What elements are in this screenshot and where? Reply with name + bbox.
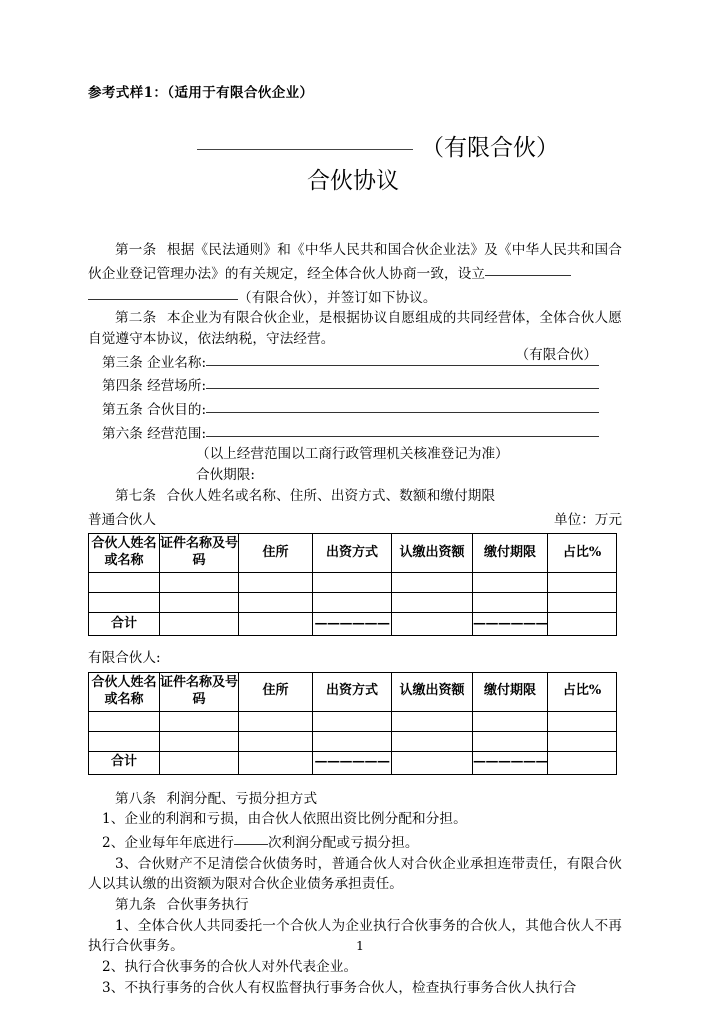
page-number: 1 <box>356 938 364 953</box>
cell[interactable] <box>89 592 160 612</box>
article-8-item-1: 1、企业的利润和亏损，由合伙人依照出资比例分配和分担。 <box>102 811 467 828</box>
total-cell[interactable] <box>160 612 239 635</box>
table-row[interactable] <box>89 711 617 731</box>
col-contribution-method: 出资方式 <box>313 672 392 711</box>
table-total-row <box>89 612 617 635</box>
limited-partners-table <box>88 672 617 775</box>
article-6-label: 第六条 <box>102 425 143 442</box>
cell[interactable] <box>89 731 160 751</box>
title-block <box>88 133 622 199</box>
cell[interactable] <box>239 572 313 592</box>
cell[interactable] <box>313 572 392 592</box>
article-8 <box>88 789 622 810</box>
article-4-field-label: 经营场所: <box>147 378 207 395</box>
article-6-field-label: 经营范围: <box>147 425 207 442</box>
col-partner-name: 合伙人姓名或名称 <box>89 672 160 711</box>
general-partners-table <box>88 533 617 636</box>
col-residence: 住所 <box>239 533 313 572</box>
cell[interactable] <box>392 711 473 731</box>
article-6-row <box>88 421 622 445</box>
profit-distribution-count-blank[interactable] <box>234 830 268 845</box>
cell[interactable] <box>473 572 548 592</box>
col-contribution-method: 出资方式 <box>313 533 392 572</box>
title-line-company <box>88 133 622 164</box>
cell[interactable] <box>473 592 548 612</box>
article-5-field-label: 合伙目的: <box>147 402 207 419</box>
total-cell[interactable] <box>548 751 617 774</box>
col-payment-term: 缴付期限 <box>473 672 548 711</box>
table-row[interactable] <box>89 731 617 751</box>
cell[interactable] <box>239 731 313 751</box>
business-scope-input[interactable] <box>206 421 599 437</box>
partnership-term-label: 合伙期限: <box>196 467 255 483</box>
article-8-item-2 <box>88 830 622 854</box>
table-total-row <box>89 751 617 774</box>
company-name-input[interactable] <box>206 347 599 366</box>
cell[interactable] <box>392 572 473 592</box>
article-5-label: 第五条 <box>102 402 143 419</box>
total-cell[interactable] <box>239 612 313 635</box>
col-id-doc: 证件名称及号码 <box>160 672 239 711</box>
total-cell[interactable] <box>548 612 617 635</box>
article-5-row <box>88 397 622 421</box>
cell[interactable] <box>239 711 313 731</box>
article-4-label: 第四条 <box>102 378 143 395</box>
total-label: 合计 <box>89 612 160 635</box>
article-9-item-3: 3、不执行事务的合伙人有权监督执行事务合伙人，检查执行事务合伙人执行合 <box>102 979 577 996</box>
cell[interactable] <box>548 711 617 731</box>
total-cell[interactable] <box>239 751 313 774</box>
document-content <box>88 84 622 998</box>
cell[interactable] <box>160 711 239 731</box>
cell[interactable] <box>313 711 392 731</box>
total-cell[interactable] <box>160 751 239 774</box>
business-address-input[interactable] <box>206 373 599 389</box>
article-1-text: 根据《民法通则》和《中华人民共和国合伙企业法》及《中华人民共和国合伙企业登记管理办法》的有关规定，经全体合伙人协商一致，设立 <box>88 242 622 283</box>
col-payment-term: 缴付期限 <box>473 533 548 572</box>
title-main: 合伙协议 <box>307 167 399 194</box>
col-percentage: 占比% <box>548 672 617 711</box>
cell[interactable] <box>239 592 313 612</box>
company-name-blank[interactable] <box>197 149 413 150</box>
article-1-blank-2[interactable] <box>88 285 238 300</box>
general-partners-caption: 普通合伙人 <box>88 512 156 529</box>
col-id-doc: 证件名称及号码 <box>160 533 239 572</box>
business-scope-note: （以上经营范围以工商行政管理机关核准登记为准） <box>196 446 509 463</box>
table-header-row <box>89 672 617 711</box>
article-7-text: 合伙人姓名或名称、住所、出资方式、数额和缴付期限 <box>166 487 496 504</box>
table-header-row <box>89 533 617 572</box>
article-8-item-3: 3、合伙财产不足清偿合伙债务时，普通合伙人对合伙企业承担连带责任，有限合伙人以其认缴的出资额为限对合伙企业债务承担责任。 <box>88 855 622 893</box>
partnership-purpose-input[interactable] <box>206 397 599 413</box>
cell[interactable] <box>313 731 392 751</box>
cell[interactable] <box>160 731 239 751</box>
article-8-item-2-b: 次利润分配或亏损分担。 <box>268 834 419 851</box>
table-row[interactable] <box>89 572 617 592</box>
cell[interactable] <box>473 711 548 731</box>
col-subscribed-amount: 认缴出资额 <box>392 672 473 711</box>
title-suffix: （有限合伙） <box>421 134 559 161</box>
total-cell-dash: —————— <box>313 751 392 774</box>
col-partner-name: 合伙人姓名或名称 <box>89 533 160 572</box>
article-2-label: 第二条 <box>115 310 157 327</box>
article-3-field-label: 企业名称: <box>147 354 207 371</box>
cell[interactable] <box>313 592 392 612</box>
article-2-text: 本企业为有限合伙企业，是根据协议自愿组成的共同经营体，全体合伙人愿自觉遵守本协议，依法纳税，守法经营。 <box>88 310 622 348</box>
general-partners-caption-row <box>88 510 622 531</box>
article-1-continued <box>88 285 622 309</box>
table-row[interactable] <box>89 592 617 612</box>
article-4-row <box>88 373 622 397</box>
col-subscribed-amount: 认缴出资额 <box>392 533 473 572</box>
total-label: 合计 <box>89 751 160 774</box>
article-7 <box>88 486 622 507</box>
article-9-text: 合伙事务执行 <box>166 896 249 913</box>
article-7-label: 第七条 <box>115 487 157 504</box>
total-cell[interactable] <box>392 751 473 774</box>
cell[interactable] <box>548 731 617 751</box>
article-8-label: 第八条 <box>115 790 157 807</box>
cell[interactable] <box>392 731 473 751</box>
total-cell[interactable] <box>392 612 473 635</box>
article-3-label: 第三条 <box>102 354 143 371</box>
currency-unit-label: 单位：万元 <box>554 512 622 529</box>
cell[interactable] <box>548 572 617 592</box>
article-9-item-1: 1、全体合伙人共同委托一个合伙人为企业执行合伙事务的合伙人，其他合伙人不再执行合伙事务。 <box>88 917 622 955</box>
reference-style-header: 参考式样1：（适用于有限合伙企业） <box>88 85 314 101</box>
article-9-label: 第九条 <box>115 896 157 913</box>
total-cell-dash: —————— <box>473 751 548 774</box>
cell[interactable] <box>473 731 548 751</box>
col-percentage: 占比% <box>548 533 617 572</box>
article-3-suffix: （有限合伙） <box>515 347 598 364</box>
cell[interactable] <box>392 592 473 612</box>
cell[interactable] <box>89 711 160 731</box>
article-9-item-2: 2、执行合伙事务的合伙人对外代表企业。 <box>102 958 358 975</box>
cell[interactable] <box>160 572 239 592</box>
cell[interactable] <box>160 592 239 612</box>
limited-partners-caption: 有限合伙人: <box>88 649 161 666</box>
article-1-label: 第一条 <box>115 242 157 259</box>
article-1-blank-1[interactable] <box>485 261 571 276</box>
total-cell-dash: —————— <box>313 612 392 635</box>
article-2 <box>88 308 622 349</box>
article-3-row <box>88 347 622 374</box>
article-1-text-2: （有限合伙），并签订如下协议。 <box>238 289 437 306</box>
total-cell-dash: —————— <box>473 612 548 635</box>
article-8-item-2-a: 2、企业每年年底进行 <box>102 834 234 851</box>
article-9 <box>88 895 622 916</box>
col-residence: 住所 <box>239 672 313 711</box>
cell[interactable] <box>89 572 160 592</box>
cell[interactable] <box>548 592 617 612</box>
article-1 <box>88 240 622 284</box>
article-8-text: 利润分配、亏损分担方式 <box>166 790 318 807</box>
